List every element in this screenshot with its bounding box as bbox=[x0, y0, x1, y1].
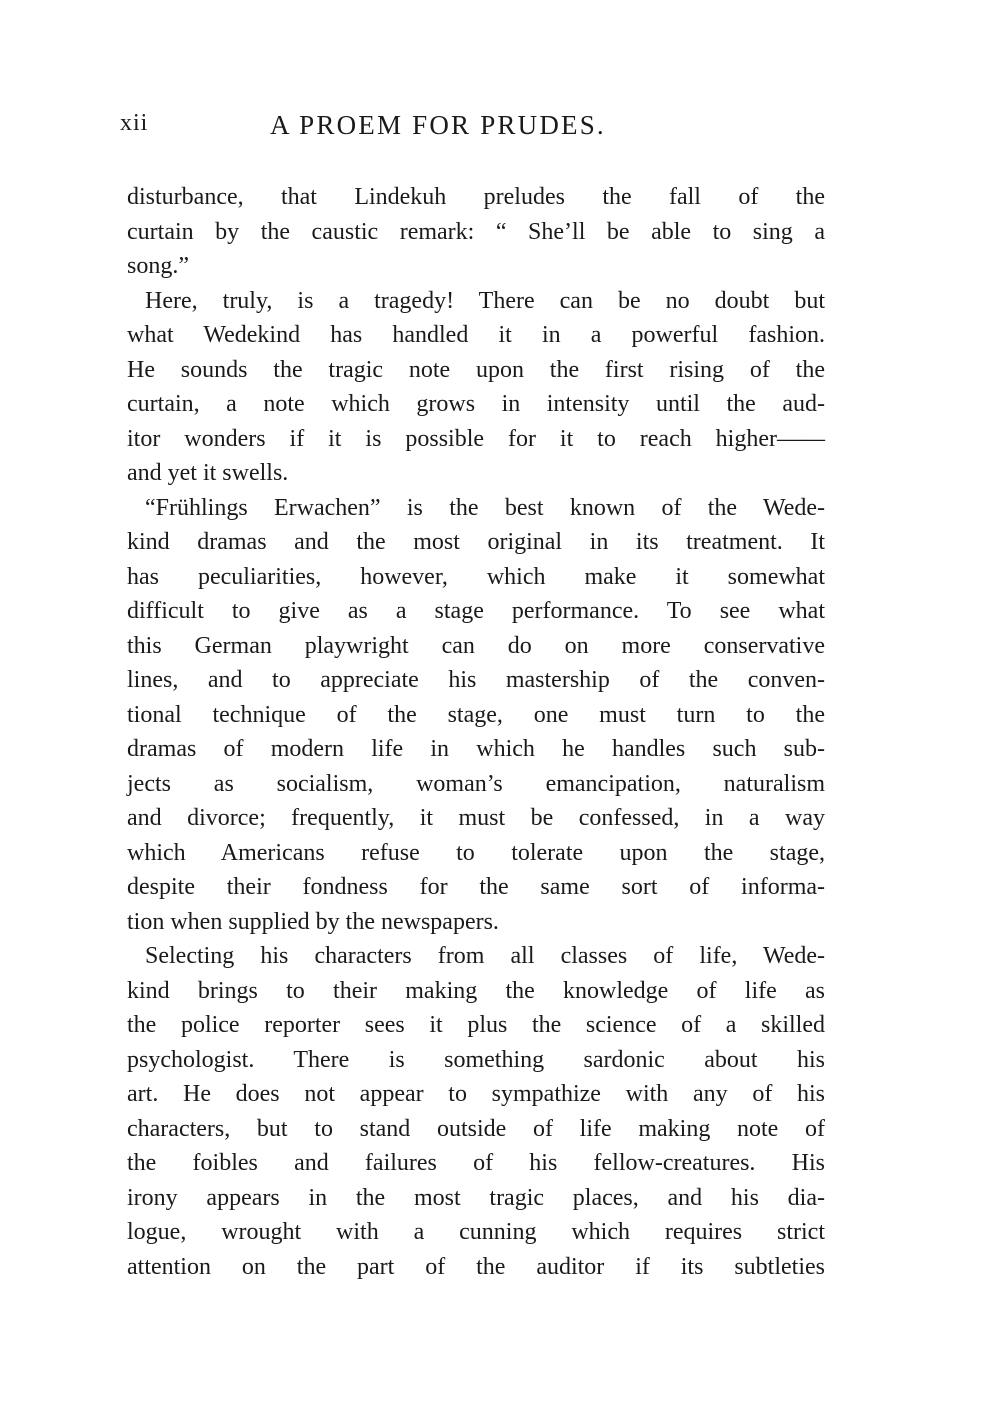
text-line: Selecting his characters from all classes of life, Wede- bbox=[145, 943, 825, 969]
text-line: dramas of modern life in which he handles such sub- bbox=[127, 736, 825, 762]
text-line: characters, but to stand outside of life making note of bbox=[127, 1115, 825, 1142]
text-line: what Wedekind has handled it in a powerful fashion. bbox=[127, 322, 825, 348]
text-line: has peculiarities, however, which make it somewhat bbox=[127, 563, 825, 590]
text-line: psychologist. There is something sardonic about his bbox=[127, 1046, 825, 1073]
body-text bbox=[127, 180, 825, 1284]
paragraph bbox=[127, 180, 825, 284]
text-line: curtain, a note which grows in intensity until the aud- bbox=[127, 391, 825, 417]
text-line: the police reporter sees it plus the science of a skilled bbox=[127, 1012, 825, 1038]
text-line: kind dramas and the most original in its treatment. It bbox=[127, 529, 825, 555]
text-line: which Americans refuse to tolerate upon the stage, bbox=[127, 839, 825, 866]
text-line: kind brings to their making the knowledge of life as bbox=[127, 977, 825, 1004]
text-line: lines, and to appreciate his mastership of the conven- bbox=[127, 667, 825, 693]
text-line: jects as socialism, woman’s emancipation, naturalism bbox=[127, 770, 825, 797]
text-line: this German playwright can do on more conservative bbox=[127, 632, 825, 659]
text-line: song.” bbox=[127, 253, 189, 279]
text-line: tional technique of the stage, one must turn to the bbox=[127, 701, 825, 728]
text-line: the foibles and failures of his fellow-creatures. His bbox=[127, 1150, 825, 1176]
text-line: “Frühlings Erwachen” is the best known of the Wede- bbox=[145, 494, 825, 521]
page-number: xii bbox=[120, 110, 149, 136]
page-header bbox=[120, 110, 825, 146]
paragraph bbox=[127, 284, 825, 491]
running-title: A PROEM FOR PRUDES. bbox=[270, 110, 606, 140]
text-line: and divorce; frequently, it must be confessed, in a way bbox=[127, 805, 825, 831]
text-line: itor wonders if it is possible for it to reach higher—— bbox=[127, 425, 825, 452]
text-line: He sounds the tragic note upon the first rising of the bbox=[127, 356, 825, 383]
text-line: Here, truly, is a tragedy! There can be no doubt but bbox=[145, 287, 825, 314]
paragraph bbox=[127, 491, 825, 940]
paragraph bbox=[127, 939, 825, 1284]
text-line: and yet it swells. bbox=[127, 460, 289, 486]
text-line: difficult to give as a stage performance. To see what bbox=[127, 598, 825, 624]
text-line: art. He does not appear to sympathize with any of his bbox=[127, 1081, 825, 1107]
text-line: tion when supplied by the newspapers. bbox=[127, 908, 499, 935]
text-line: disturbance, that Lindekuh preludes the fall of the bbox=[127, 184, 825, 210]
text-line: despite their fondness for the same sort of informa- bbox=[127, 874, 825, 900]
text-line: attention on the part of the auditor if its subtleties bbox=[127, 1253, 825, 1280]
text-line: irony appears in the most tragic places, and his dia- bbox=[127, 1184, 825, 1211]
text-line: curtain by the caustic remark: “ She’ll be able to sing a bbox=[127, 218, 825, 245]
text-line: logue, wrought with a cunning which requires strict bbox=[127, 1219, 825, 1245]
